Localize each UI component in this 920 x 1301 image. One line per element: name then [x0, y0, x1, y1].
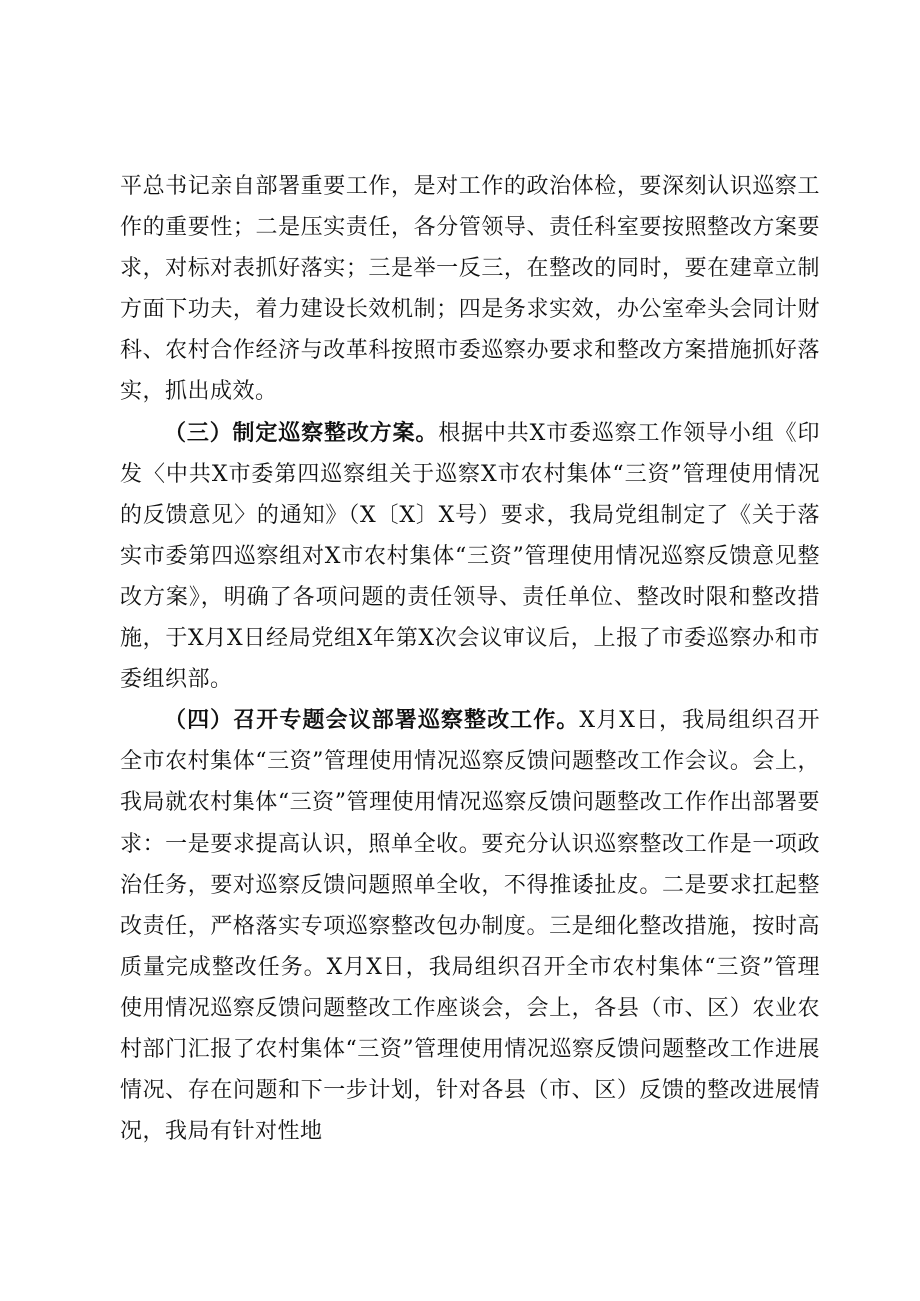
paragraph-continuation — [120, 166, 820, 413]
document-body — [120, 166, 820, 1152]
paragraph-section-3 — [120, 413, 820, 701]
section-heading: （四）召开专题会议部署巡察整改工作。 — [164, 708, 580, 734]
paragraph-text: 根据中共X市委巡察工作领导小组《印发〈中共X市委第四巡察组关于巡察X市农村集体“三资”管理使用情况的反馈意见〉的通知》（X〔X〕X号）要求，我局党组制定了《关于落实市委第四巡察组对X市农村集体“三资”管理使用情况巡察反馈意见整改方案》，明确了各项问题的责任领导、责任单位、整改时限和整改措施，于X月X日经局党组X年第X次会议审议后，上报了市委巡察办和市委组织部。 — [120, 420, 820, 693]
section-heading: （三）制定巡察整改方案。 — [164, 420, 439, 446]
paragraph-text: 平总书记亲自部署重要工作，是对工作的政治体检，要深刻认识巡察工作的重要性；二是压实责任，各分管领导、责任科室要按照整改方案要求，对标对表抓好落实；三是举一反三，在整改的同时，要在建章立制方面下功夫，着力建设长效机制；四是务求实效，办公室牵头会同计财科、农村合作经济与改革科按照市委巡察办要求和整改方案措施抓好落实，抓出成效。 — [120, 174, 820, 405]
paragraph-text: X月X日，我局组织召开全市农村集体“三资”管理使用情况巡察反馈问题整改工作会议。会上，我局就农村集体“三资”管理使用情况巡察反馈问题整改工作作出部署要求：一是要求提高认识，照单全收。要充分认识巡察整改工作是一项政治任务，要对巡察反馈问题照单全收，不得推诿扯皮。二是要求扛起整改责任，严格落实专项巡察整改包办制度。三是细化整改措施，按时高质量完成整改任务。X月X日，我局组织召开全市农村集体“三资”管理使用情况巡察反馈问题整改工作座谈会，会上，各县（市、区）农业农村部门汇报了农村集体“三资”管理使用情况巡察反馈问题整改工作进展情况、存在问题和下一步计划，针对各县（市、区）反馈的整改进展情况，我局有针对性地 — [120, 708, 820, 1145]
paragraph-section-4 — [120, 700, 820, 1152]
